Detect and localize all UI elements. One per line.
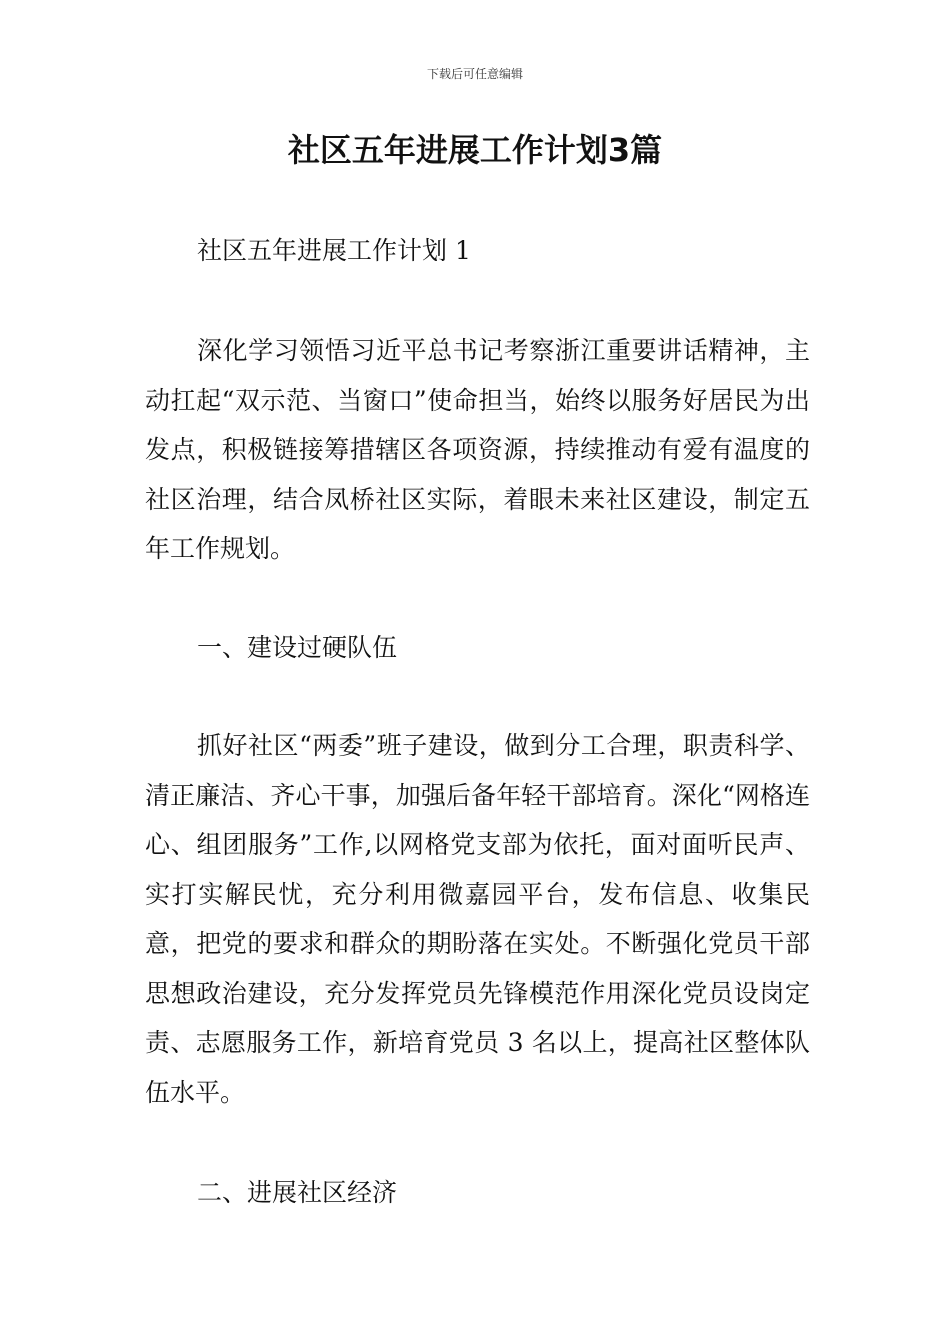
header-note: 下载后可任意编辑 <box>426 67 523 81</box>
section-heading-2: 二、进展社区经济 <box>197 1178 398 1207</box>
section-body-1: 抓好社区“两委”班子建设，做到分工合理，职责科学、清正廉洁、齐心干事，加强后备年轻干部培育。深化“网格连心、组团服务”工作,以网格党支部为依托，面对面听民声、实打实解民忧，充分利用微嘉园平台，发布信息、收集民意，把党的要求和群众的期盼落在实处。不断强化党员干部思想政治建设，充分发挥党员先锋模范作用深化党员设岗定责、志愿服务工作，新培育党员 3 名以上，提高社区整体队伍水平。 <box>145 731 810 1107</box>
document-title: 社区五年进展工作计划3篇 <box>287 131 663 169</box>
intro-paragraph: 深化学习领悟习近平总书记考察浙江重要讲话精神，主动扛起“双示范、当窗口”使命担当，始终以服务好居民为出发点，积极链接筹措辖区各项资源，持续推动有爱有温度的社区治理，结合凤桥社区实际，着眼未来社区建设，制定五年工作规划。 <box>145 336 810 563</box>
plan-subtitle: 社区五年进展工作计划 1 <box>197 236 471 265</box>
section-heading-1: 一、建设过硬队伍 <box>197 633 398 662</box>
